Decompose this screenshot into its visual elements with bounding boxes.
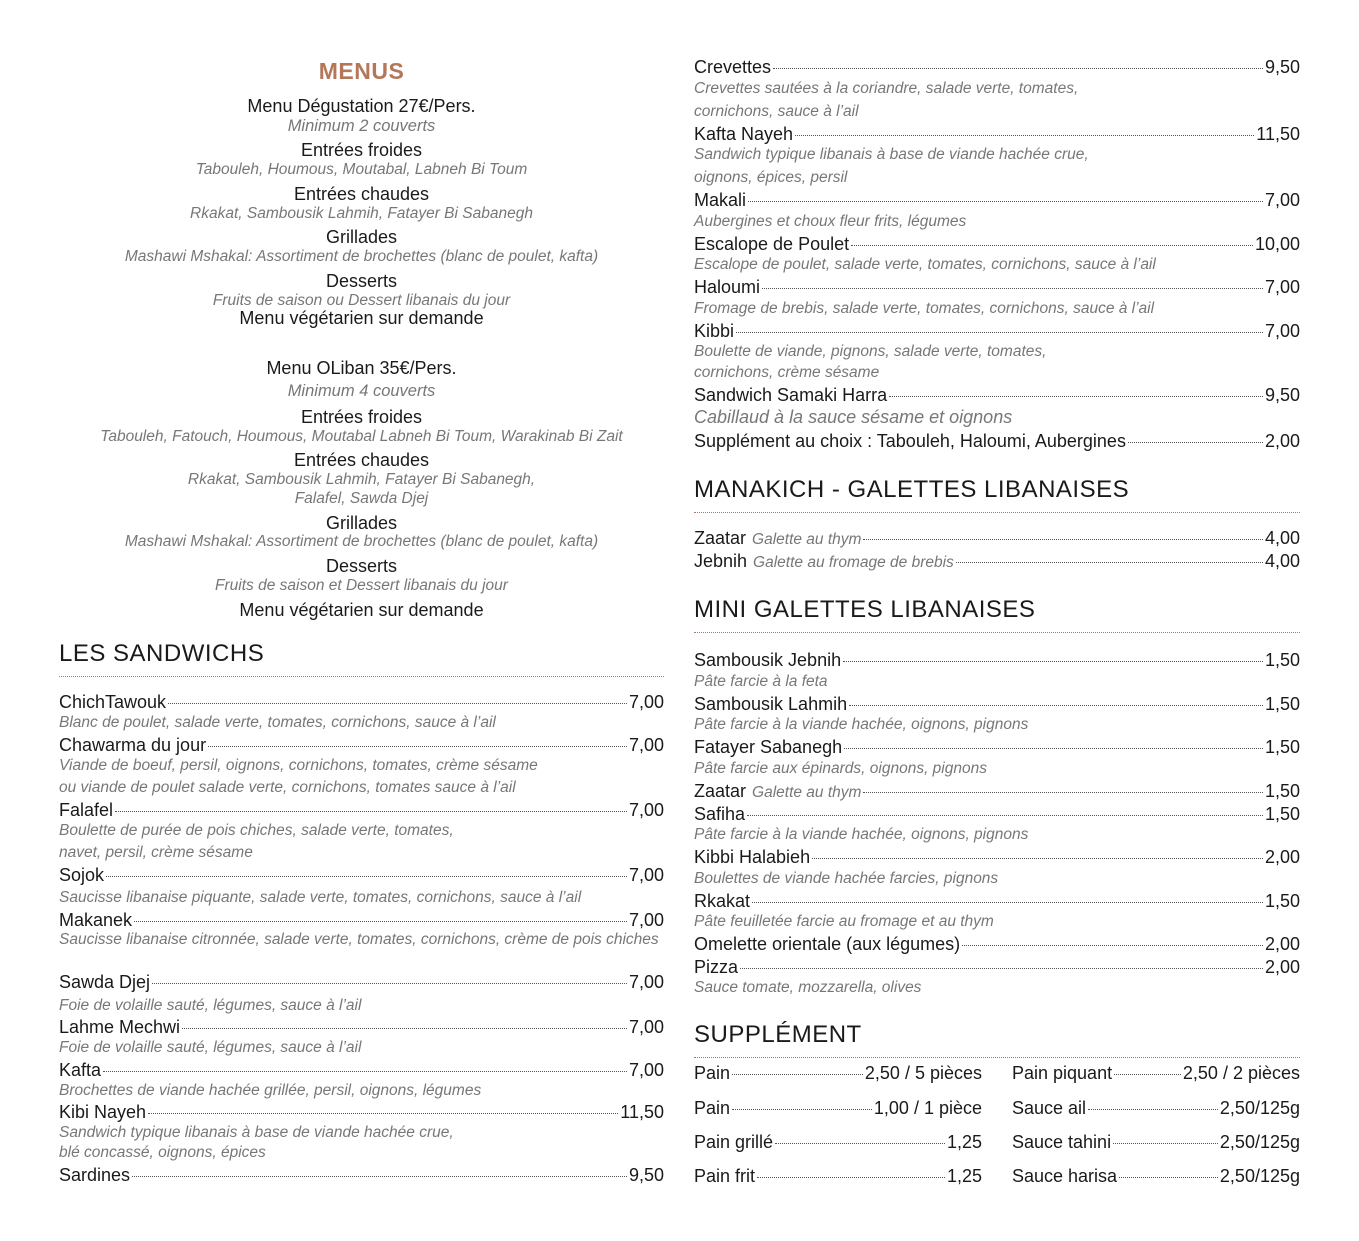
item-description: Sandwich typique libanais à base de viande hachée crue,	[59, 1124, 454, 1141]
supplement-item	[694, 1165, 982, 1187]
item-name: Kibi Nayeh	[59, 1102, 147, 1122]
leader-dots	[849, 705, 1263, 706]
menu-degustation-name: Menu Dégustation 27€/Pers.	[247, 96, 476, 116]
leader-dots	[182, 1028, 627, 1029]
leader-dots	[732, 1109, 872, 1110]
menu-item	[694, 649, 1300, 671]
course-items: Mashawi Mshakal: Assortiment de brochettes (blanc de poulet, kafta)	[124, 533, 599, 550]
item-subtitle: Galette au thym	[752, 531, 862, 548]
item-price: 1,50	[1264, 737, 1300, 757]
item-price: 7,00	[628, 972, 664, 992]
section-title-mini-galettes: MINI GALETTES LIBANAISES	[694, 596, 1300, 633]
menu-item	[59, 1016, 664, 1038]
course-items: Fruits de saison ou Dessert libanais du jour	[212, 292, 511, 309]
item-price: 1,50	[1264, 694, 1300, 714]
item-price: 2,00	[1264, 431, 1300, 451]
item-description: Cabillaud à la sauce sésame et oignons	[694, 407, 1013, 427]
menu-oliban-name: Menu OLiban 35€/Pers.	[266, 358, 457, 378]
leader-dots	[134, 921, 627, 922]
item-name: Sambousik Jebnih	[694, 650, 842, 670]
leader-dots	[795, 135, 1254, 136]
item-description: Pâte farcie aux épinards, oignons, pignons	[694, 760, 987, 777]
supplement-item	[694, 1062, 982, 1084]
leader-dots	[115, 811, 627, 812]
item-price: 7,00	[1264, 190, 1300, 210]
item-price: 1,50	[1264, 650, 1300, 670]
course-items: Rkakat, Sambousik Lahmih, Fatayer Bi Sabanegh,	[187, 471, 536, 488]
leader-dots	[1114, 1074, 1181, 1075]
item-description: Boulettes de viande hachée farcies, pignons	[694, 870, 999, 887]
item-name: Sawda Djej	[59, 972, 151, 992]
item-description: Pâte farcie à la feta	[694, 673, 828, 690]
menu-item	[694, 56, 1300, 78]
leader-dots	[843, 661, 1263, 662]
item-price: 4,00	[1264, 528, 1300, 548]
item-name: Lahme Mechwi	[59, 1017, 181, 1037]
course-heading: Desserts	[325, 556, 397, 576]
item-name: Zaatar	[694, 781, 747, 801]
leader-dots	[752, 902, 1263, 903]
item-description: Saucisse libanaise citronnée, salade verte, tomates, cornichons, crème de pois chiches	[59, 931, 659, 948]
supplement-item	[694, 1097, 982, 1119]
course-items: Fruits de saison et Dessert libanais du jour	[215, 577, 508, 594]
leader-dots	[1113, 1143, 1218, 1144]
item-price: 1,50	[1264, 781, 1300, 801]
item-name: Sardines	[59, 1165, 131, 1185]
menu-item	[694, 123, 1300, 145]
item-description: navet, persil, crème sésame	[59, 844, 253, 861]
item-name: Sandwich Samaki Harra	[694, 385, 888, 405]
menu-item	[59, 734, 664, 756]
leader-dots	[962, 945, 1263, 946]
item-price: 4,00	[1264, 551, 1300, 571]
item-description: Sandwich typique libanais à base de viande hachée crue,	[694, 146, 1089, 163]
item-description: Pâte feuilletée farcie au fromage et au thym	[694, 913, 994, 930]
item-price: 2,50/125g	[1219, 1132, 1300, 1152]
leader-dots	[956, 562, 1263, 563]
course-items: Tabouleh, Fatouch, Houmous, Moutabal Labneh Bi Toum, Warakinab Bi Zait	[100, 428, 623, 445]
item-description: Pâte farcie à la viande hachée, oignons, pignons	[694, 826, 1029, 843]
item-name: Pain	[694, 1098, 731, 1118]
menu-vegetarian-note: Menu végétarien sur demande	[239, 600, 484, 620]
leader-dots	[1119, 1177, 1218, 1178]
item-subtitle: Galette au thym	[752, 784, 862, 801]
supplement-item	[1012, 1062, 1300, 1084]
menu-item	[694, 956, 1300, 978]
menu-item	[694, 276, 1300, 298]
item-description: cornichons, sauce à l’ail	[694, 103, 859, 120]
item-description: Escalope de poulet, salade verte, tomates, cornichons, sauce à l’ail	[694, 256, 1156, 273]
item-description: blé concassé, oignons, épices	[59, 1144, 266, 1161]
course-heading: Entrées froides	[300, 407, 423, 427]
leader-dots	[851, 245, 1253, 246]
menu-item	[694, 890, 1300, 912]
item-name: Zaatar	[694, 528, 747, 548]
item-price: 2,00	[1264, 957, 1300, 977]
leader-dots	[889, 396, 1263, 397]
leader-dots	[1128, 442, 1263, 443]
item-price: 7,00	[628, 1017, 664, 1037]
item-price: 2,00	[1264, 847, 1300, 867]
supplement-item	[1012, 1131, 1300, 1153]
menu-item	[59, 909, 664, 931]
item-subtitle: Galette au fromage de brebis	[753, 554, 954, 571]
course-heading: Grillades	[325, 227, 398, 247]
item-name: Kibbi Halabieh	[694, 847, 811, 867]
item-name: Supplément au choix : Tabouleh, Haloumi, Aubergines	[694, 431, 1126, 451]
leader-dots	[103, 1071, 627, 1072]
item-price: 7,00	[628, 1060, 664, 1080]
menu-item	[59, 971, 664, 993]
item-name: Falafel	[59, 800, 114, 820]
leader-dots	[106, 876, 627, 877]
item-price: 11,50	[620, 1102, 664, 1122]
item-description: Fromage de brebis, salade verte, tomates, cornichons, sauce à l’ail	[694, 300, 1155, 317]
item-description: Brochettes de viande hachée grillée, persil, oignons, légumes	[59, 1082, 482, 1099]
item-price: 9,50	[1264, 385, 1300, 405]
item-description: Crevettes sautées à la coriandre, salade verte, tomates,	[694, 80, 1079, 97]
item-price: 2,00	[1264, 934, 1300, 954]
item-price: 1,25	[946, 1166, 982, 1186]
item-price: 7,00	[1264, 321, 1300, 341]
supplement-item	[1012, 1165, 1300, 1187]
leader-dots	[736, 332, 1263, 333]
course-items: Rkakat, Sambousik Lahmih, Fatayer Bi Sabanegh	[190, 205, 533, 222]
item-description: Viande de boeuf, persil, oignons, cornichons, tomates, crème sésame	[59, 757, 538, 774]
course-heading: Entrées chaudes	[293, 450, 430, 470]
section-title-manakich: MANAKICH - GALETTES LIBANAISES	[694, 476, 1300, 513]
section-title-sandwichs: LES SANDWICHS	[59, 640, 664, 677]
item-name: Pain frit	[694, 1166, 756, 1186]
leader-dots	[844, 748, 1263, 749]
item-name: Pain grillé	[694, 1132, 774, 1152]
menu-item	[694, 384, 1300, 406]
item-name: Sojok	[59, 865, 105, 885]
item-name: Omelette orientale (aux légumes)	[694, 934, 961, 954]
item-price: 7,00	[628, 735, 664, 755]
item-name: Pain	[694, 1063, 731, 1083]
leader-dots	[762, 288, 1263, 289]
leader-dots	[773, 68, 1263, 69]
item-name: ChichTawouk	[59, 692, 167, 712]
item-price: 2,50/125g	[1219, 1166, 1300, 1186]
leader-dots	[208, 746, 627, 747]
course-items: Tabouleh, Houmous, Moutabal, Labneh Bi Toum	[195, 161, 528, 178]
menu-item	[694, 780, 1300, 804]
item-name: Crevettes	[694, 57, 772, 77]
item-description: cornichons, crème sésame	[694, 364, 880, 381]
item-name: Makanek	[59, 910, 133, 930]
item-price: 7,00	[1264, 277, 1300, 297]
item-description: Boulette de purée de pois chiches, salade verte, tomates,	[59, 822, 454, 839]
menu-item	[694, 693, 1300, 715]
item-name: Kafta Nayeh	[694, 124, 794, 144]
item-description: Foie de volaille sauté, légumes, sauce à l’ail	[59, 1039, 362, 1056]
item-name: Jebnih	[694, 551, 748, 571]
leader-dots	[747, 815, 1263, 816]
item-price: 2,50/125g	[1219, 1098, 1300, 1118]
leader-dots	[740, 968, 1263, 969]
leader-dots	[732, 1074, 863, 1075]
menu-vegetarian-note: Menu végétarien sur demande	[239, 308, 484, 328]
item-name: Makali	[694, 190, 747, 210]
item-description: Foie de volaille sauté, légumes, sauce à l’ail	[59, 997, 362, 1014]
supplement-item	[1012, 1097, 1300, 1119]
course-heading: Entrées chaudes	[293, 184, 430, 204]
item-name: Pain piquant	[1012, 1063, 1113, 1083]
leader-dots	[863, 792, 1263, 793]
leader-dots	[748, 201, 1263, 202]
item-price: 10,00	[1254, 234, 1300, 254]
item-price: 2,50 / 5 pièces	[864, 1063, 982, 1083]
course-heading: Desserts	[325, 271, 397, 291]
course-items: Falafel, Sawda Djej	[294, 490, 429, 507]
menu-degustation-minimum: Minimum 2 couverts	[287, 117, 436, 135]
menu-item	[59, 1101, 664, 1123]
leader-dots	[148, 1113, 618, 1114]
item-price: 1,00 / 1 pièce	[873, 1098, 982, 1118]
menu-oliban-minimum: Minimum 4 couverts	[287, 382, 436, 400]
item-name: Rkakat	[694, 891, 751, 911]
item-name: Haloumi	[694, 277, 761, 297]
item-name: Pizza	[694, 957, 739, 977]
item-name: Sauce ail	[1012, 1098, 1087, 1118]
item-name: Kafta	[59, 1060, 102, 1080]
item-price: 2,50 / 2 pièces	[1182, 1063, 1300, 1083]
menu-item	[694, 933, 1300, 955]
item-price: 9,50	[1264, 57, 1300, 77]
item-price: 7,00	[628, 692, 664, 712]
section-title-supplement: SUPPLÉMENT	[694, 1021, 1300, 1058]
item-name: Sambousik Lahmih	[694, 694, 848, 714]
item-description: Aubergines et choux fleur frits, légumes	[694, 213, 967, 230]
menu-item	[59, 799, 664, 821]
item-description: Sauce tomate, mozzarella, olives	[694, 979, 922, 996]
leader-dots	[757, 1177, 945, 1178]
leader-dots	[132, 1176, 627, 1177]
menu-item	[59, 1059, 664, 1081]
item-price: 11,50	[1256, 124, 1300, 144]
item-price: 7,00	[628, 910, 664, 930]
leader-dots	[152, 983, 627, 984]
item-price: 1,50	[1264, 804, 1300, 824]
item-description: Saucisse libanaise piquante, salade verte, tomates, cornichons, sauce à l’ail	[59, 889, 582, 906]
item-price: 9,50	[628, 1165, 664, 1185]
item-name: Sauce harisa	[1012, 1166, 1118, 1186]
item-description: Boulette de viande, pignons, salade verte, tomates,	[694, 343, 1047, 360]
item-price: 1,50	[1264, 891, 1300, 911]
menu-item	[694, 527, 1300, 551]
leader-dots	[863, 539, 1263, 540]
menu-item	[694, 430, 1300, 452]
menu-item	[59, 864, 664, 886]
item-name: Sauce tahini	[1012, 1132, 1112, 1152]
course-heading: Entrées froides	[300, 140, 423, 160]
leader-dots	[775, 1143, 945, 1144]
item-description: Pâte farcie à la viande hachée, oignons, pignons	[694, 716, 1029, 733]
menu-item	[694, 233, 1300, 255]
menu-item	[694, 846, 1300, 868]
menu-item	[694, 736, 1300, 758]
item-description: ou viande de poulet salade verte, cornichons, tomates sauce à l’ail	[59, 779, 516, 796]
item-name: Escalope de Poulet	[694, 234, 850, 254]
course-items: Mashawi Mshakal: Assortiment de brochettes (blanc de poulet, kafta)	[124, 248, 599, 265]
menu-item	[694, 550, 1300, 574]
item-description: Blanc de poulet, salade verte, tomates, cornichons, sauce à l’ail	[59, 714, 496, 731]
menus-title: MENUS	[318, 58, 405, 84]
leader-dots	[812, 858, 1263, 859]
item-price: 7,00	[628, 865, 664, 885]
item-price: 7,00	[628, 800, 664, 820]
item-name: Safiha	[694, 804, 746, 824]
item-description: oignons, épices, persil	[694, 169, 848, 186]
item-name: Chawarma du jour	[59, 735, 207, 755]
course-heading: Grillades	[325, 513, 398, 533]
leader-dots	[168, 703, 627, 704]
menu-item	[694, 189, 1300, 211]
supplement-item	[694, 1131, 982, 1153]
item-name: Fatayer Sabanegh	[694, 737, 843, 757]
menu-item	[59, 1164, 664, 1186]
item-name: Kibbi	[694, 321, 735, 341]
menu-item	[694, 803, 1300, 825]
item-price: 1,25	[946, 1132, 982, 1152]
menu-item	[694, 320, 1300, 342]
menu-item	[59, 691, 664, 713]
leader-dots	[1088, 1109, 1218, 1110]
